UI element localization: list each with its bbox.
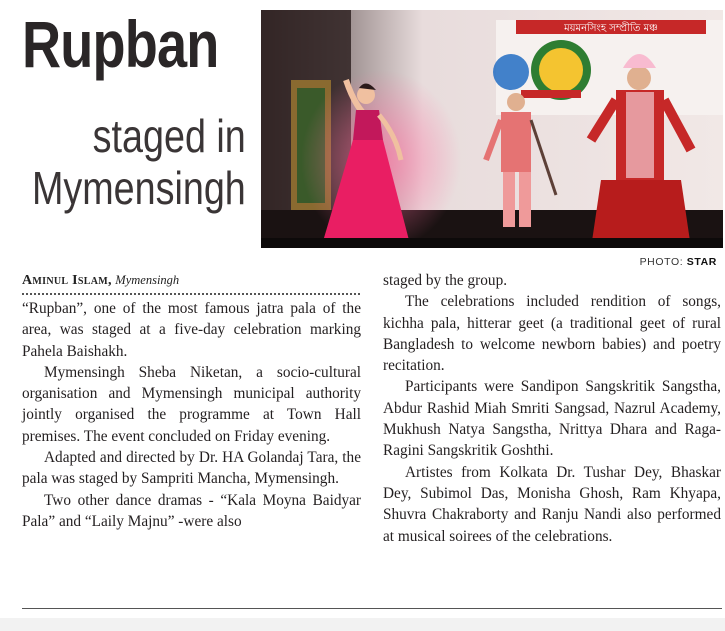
- photo-credit-source: STAR: [686, 256, 717, 268]
- paragraph: Adapted and directed by Dr. HA Golandaj Tara, the pala was staged by Sampriti Mancha, Mymensingh.: [22, 449, 361, 488]
- footer-band: [0, 618, 725, 631]
- byline-divider: [22, 293, 360, 295]
- headline-subtitle-line2: Mymensingh: [32, 162, 246, 214]
- stage-photo: [261, 10, 723, 248]
- paragraph: Artistes from Kolkata Dr. Tushar Dey, Bhaskar Dey, Subimol Das, Monisha Ghosh, Ram Khyapa, Shuvra Chakraborty and Ranju Nandi also performed at musical soirees of the celebrations.: [383, 463, 721, 545]
- byline-author: Aminul Islam,: [22, 273, 112, 288]
- banner-text: ময়মনসিংহ সম্প্রীতি মঞ্চ: [564, 23, 658, 34]
- headline-title: Rupban: [22, 7, 219, 81]
- photo-credit-label: PHOTO:: [639, 256, 684, 268]
- paragraph: Mymensingh Sheba Niketan, a socio-cultural organisation and Mymensingh municipal authority jointly organised the programme at Town Hall premises. The event concluded on Friday evening.: [22, 363, 361, 445]
- paragraph: The celebrations included rendition of songs, kichha pala, hitterar geet (a traditional geet of rural Bangladesh to welcome newborn babies) and poetry recitation.: [383, 293, 721, 375]
- byline: [22, 273, 179, 289]
- headline-subtitle-line1: staged in: [92, 110, 246, 162]
- paragraph: staged by the group.: [383, 272, 508, 289]
- paragraph: Participants were Sandipon Sangskritik Sangstha, Abdur Rashid Miah Smriti Sangsad, Nazrul Academy, Mukhush Natya Sangstha, Nrittya Dhara and Raga-Ragini Sangskritik Goshthi.: [383, 378, 721, 460]
- article-column-1: [22, 298, 361, 532]
- headline-subtitle: [32, 110, 246, 214]
- bottom-rule: [22, 608, 722, 609]
- byline-place: Mymensingh: [115, 273, 180, 287]
- paragraph: “Rupban”, one of the most famous jatra pala of the area, was staged at a five-day celebration marking Pahela Baishakh.: [22, 300, 361, 360]
- article-column-2: [383, 270, 721, 547]
- stage-photo-illustration: [261, 10, 723, 248]
- photo-credit: [640, 256, 717, 268]
- paragraph: Two other dance dramas - “Kala Moyna Baidyar Pala” and “Laily Majnu” -were also: [22, 491, 361, 530]
